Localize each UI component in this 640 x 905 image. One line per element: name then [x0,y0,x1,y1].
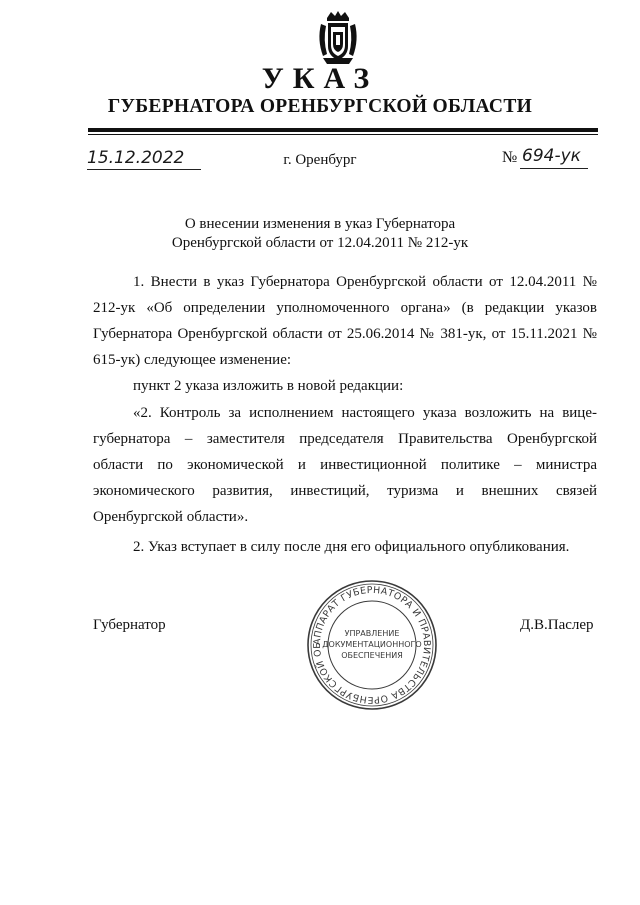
handwritten-number: 694-ук [522,146,581,166]
official-stamp [302,575,442,715]
paragraph-1: 1. Внести в указ Губернатора Оренбургской области от 12.04.2011 № 212-ук «Об определении уполномоченного органа» (в редакции указов Губернатора Оренбургской области от 25.06.2014 № 381-ук, от 15.11.2021 № 615-ук) следующее изменение: [93,274,597,368]
paragraph-3: «2. Контроль за исполнением настоящего указа возложить на вице-губернатора – заместителя председателя Правительства Оренбургской области по экономической и инвестиционной политике – министра экономического развития, инвестиций, туризма и внешних связей Оренбургской области». [93,405,597,525]
header-rule-thick [88,128,598,132]
header-rule-thin [88,134,598,135]
coat-of-arms-icon [315,10,361,66]
signatory-position: Губернатор [93,617,166,633]
date-underline [87,169,201,170]
handwritten-date: 15.12.2022 [87,148,185,168]
number-underline [520,168,588,169]
number-sign: № [502,149,518,166]
stamp-ring-text: АППАРАТ ГУБЕРНАТОРА И ПРАВИТЕЛЬСТВА ОРЕНБУРГСКОЙ ОБ [311,584,433,706]
paragraph-2: пункт 2 указа изложить в новой редакции: [133,378,404,394]
stamp-center-line-3: ОБЕСПЕЧЕНИЯ [341,651,403,660]
caption-line-1: О внесении изменения в указ Губернатора [184,216,456,232]
stamp-center-line-2: ДОКУМЕНТАЦИОННОГО [322,640,422,649]
caption-line-2: Оренбургской области от 12.04.2011 № 212-ук [171,235,469,251]
stamp-center-line-1: УПРАВЛЕНИЕ [344,629,400,638]
paragraph-4: 2. Указ вступает в силу после дня его официального опубликования. [133,539,570,555]
document-subtitle: ГУБЕРНАТОРА ОРЕНБУРГСКОЙ ОБЛАСТИ [107,96,533,117]
signatory-name: Д.В.Паслер [520,617,594,633]
city-label: г. Оренбург [283,152,357,168]
document-title: УКАЗ [261,62,379,95]
